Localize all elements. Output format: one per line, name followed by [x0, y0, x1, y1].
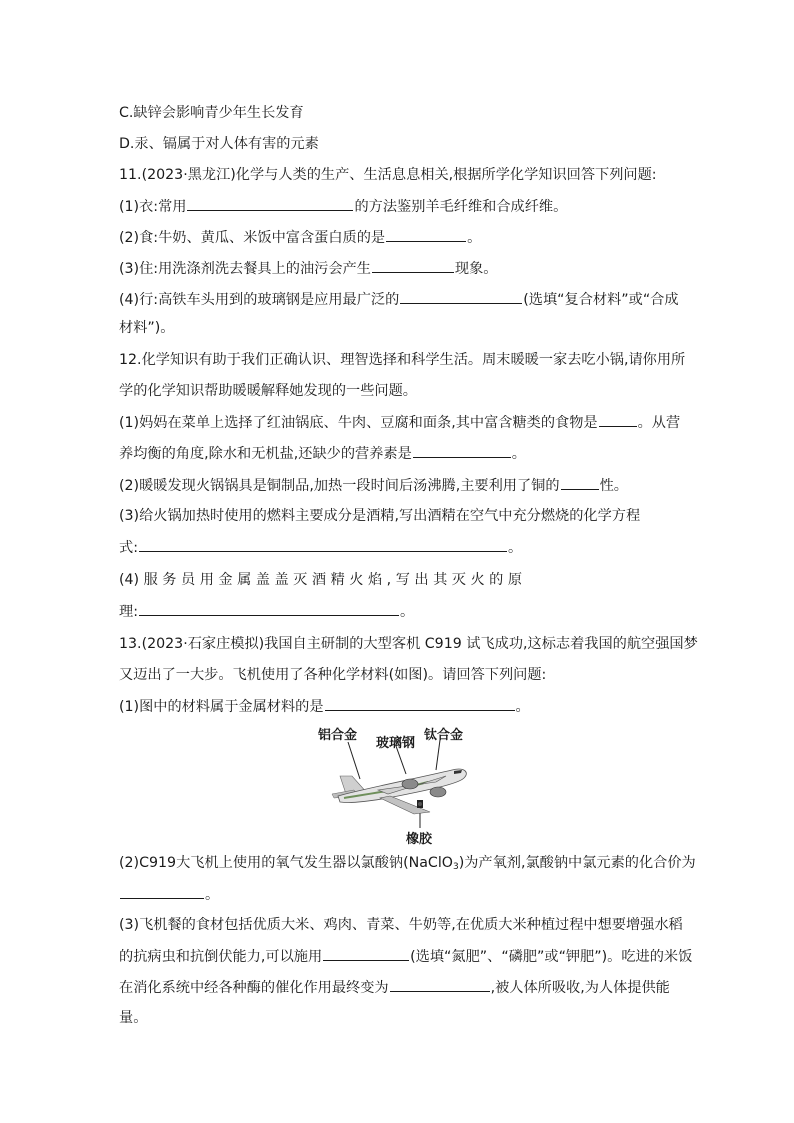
question-11-part-1	[119, 196, 567, 217]
text: (选填“氮肥”、“磷肥”或“钾肥”)。吃进的米饭	[410, 949, 693, 965]
question-12-part-3-cont	[119, 537, 522, 558]
answer-blank[interactable]	[139, 537, 507, 552]
text: 在消化系统中经各种酶的催化作用最终变为	[119, 980, 389, 996]
question-11-part-3	[119, 258, 497, 279]
answer-blank[interactable]	[187, 196, 353, 211]
answer-blank[interactable]	[372, 258, 454, 273]
answer-blank[interactable]	[413, 443, 511, 458]
text: 。	[507, 540, 523, 556]
text: 。	[467, 230, 482, 246]
engine-left	[402, 779, 418, 789]
answer-blank[interactable]	[386, 227, 466, 242]
question-11-part-4	[119, 289, 679, 310]
answer-blank[interactable]	[120, 884, 204, 899]
text: (1)衣:常用	[119, 199, 187, 215]
label-rubber: 橡胶	[406, 832, 433, 847]
text: (2)暖暖发现火锅锅具是铜制品,加热一段时间后汤沸腾,主要利用了铜的	[119, 478, 560, 494]
question-13-part-3: (3)飞机餐的食材包括优质大米、鸡肉、青菜、牛奶等,在优质大米种植过程中想要增强水稻	[119, 917, 683, 933]
answer-blank[interactable]	[323, 946, 409, 961]
label-aluminum-alloy: 铝合金	[318, 728, 358, 743]
subscript-3: 3	[452, 862, 459, 872]
question-12-part-2	[119, 475, 628, 496]
label-titanium-alloy: 钛合金	[424, 728, 464, 743]
text: 理:	[119, 604, 138, 620]
text: (1)妈妈在菜单上选择了红油锅底、牛肉、豆腐和面条,其中富含糖类的食物是	[119, 415, 598, 431]
text: 现象。	[454, 261, 498, 277]
question-13-part-3-cont3: 量。	[119, 1010, 148, 1026]
text: (2)食:牛奶、黄瓜、米饭中富含蛋白质的是	[119, 230, 386, 246]
text: ,被人体所吸收,为人体提供能	[490, 980, 670, 996]
question-12-stem: 12.化学知识有助于我们正确认识、理智选择和科学生活。周末暖暖一家去吃小锅,请你用所	[119, 352, 686, 368]
question-12-part-3: (3)给火锅加热时使用的燃料主要成分是酒精,写出酒精在空气中充分燃烧的化学方程	[119, 508, 641, 524]
question-13-part-3-cont2	[119, 977, 670, 998]
text: 的方法鉴别羊毛纤维和合成纤维。	[354, 199, 568, 215]
text: (4)行:高铁车头用到的玻璃钢是应用最广泛的	[119, 292, 400, 308]
question-12-part-1-cont	[119, 443, 526, 464]
engine-right	[430, 787, 446, 797]
question-13-part-1	[119, 696, 530, 717]
text: (2)C919大飞机上使用的氧气发生器以氯酸钠(NaClO	[119, 855, 453, 871]
question-11-stem: 11.(2023·黑龙江)化学与人类的生产、生活息息相关,根据所学化学知识回答下列问题:	[119, 167, 657, 183]
text: (1)图中的材料属于金属材料的是	[119, 699, 324, 715]
question-13-part-2-cont	[119, 884, 219, 905]
option-d: D.汞、镉属于对人体有害的元素	[119, 136, 319, 152]
text: 。	[511, 446, 526, 462]
answer-blank[interactable]	[400, 289, 522, 304]
text: )为产氧剂,氯酸钠中氯元素的化合价为	[458, 855, 696, 871]
leader-line-al	[348, 742, 360, 779]
question-12-stem-cont: 学的化学知识帮助暖暖解释她发现的一些问题。	[119, 383, 417, 399]
question-13-part-2	[119, 853, 696, 877]
leader-line-ti	[436, 740, 440, 770]
question-13-stem-cont: 又迈出了一大步。飞机使用了各种化学材料(如图)。请回答下列问题:	[119, 667, 547, 683]
text: (3)住:用洗涤剂洗去餐具上的油污会产生	[119, 261, 371, 277]
answer-blank[interactable]	[561, 475, 599, 490]
question-11-part-4-cont: 材料”)。	[119, 320, 175, 336]
question-12-part-4-cont	[119, 601, 414, 622]
option-c: C.缺锌会影响青少年生长发育	[119, 105, 304, 121]
answer-blank[interactable]	[139, 601, 399, 616]
question-12-part-1	[119, 412, 680, 433]
text: 。从营	[637, 415, 681, 431]
question-11-part-2	[119, 227, 481, 248]
text: 性。	[599, 478, 628, 494]
question-13-part-3-cont	[119, 946, 692, 967]
tire-hub	[418, 802, 422, 806]
text: (选填“复合材料”或“合成	[523, 292, 679, 308]
aircraft-figure	[318, 724, 470, 846]
question-13-stem: 13.(2023·石家庄模拟)我国自主研制的大型客机 C919 试飞成功,这标志着我国的航空强国梦	[119, 636, 698, 652]
answer-blank[interactable]	[390, 977, 490, 992]
answer-blank[interactable]	[599, 412, 637, 427]
text: 。	[399, 604, 415, 620]
text: 式:	[119, 540, 138, 556]
text: 养均衡的角度,除水和无机盐,还缺少的营养素是	[119, 446, 412, 462]
text: 的抗病虫和抗倒伏能力,可以施用	[119, 949, 323, 965]
answer-blank[interactable]	[325, 696, 515, 711]
text: 。	[515, 699, 530, 715]
label-fiberglass: 玻璃钢	[376, 736, 416, 751]
question-12-part-4: (4) 服 务 员 用 金 属 盖 盖 灭 酒 精 火 焰 , 写 出 其 灭 火 的 原	[119, 572, 523, 588]
text: 。	[205, 887, 220, 903]
